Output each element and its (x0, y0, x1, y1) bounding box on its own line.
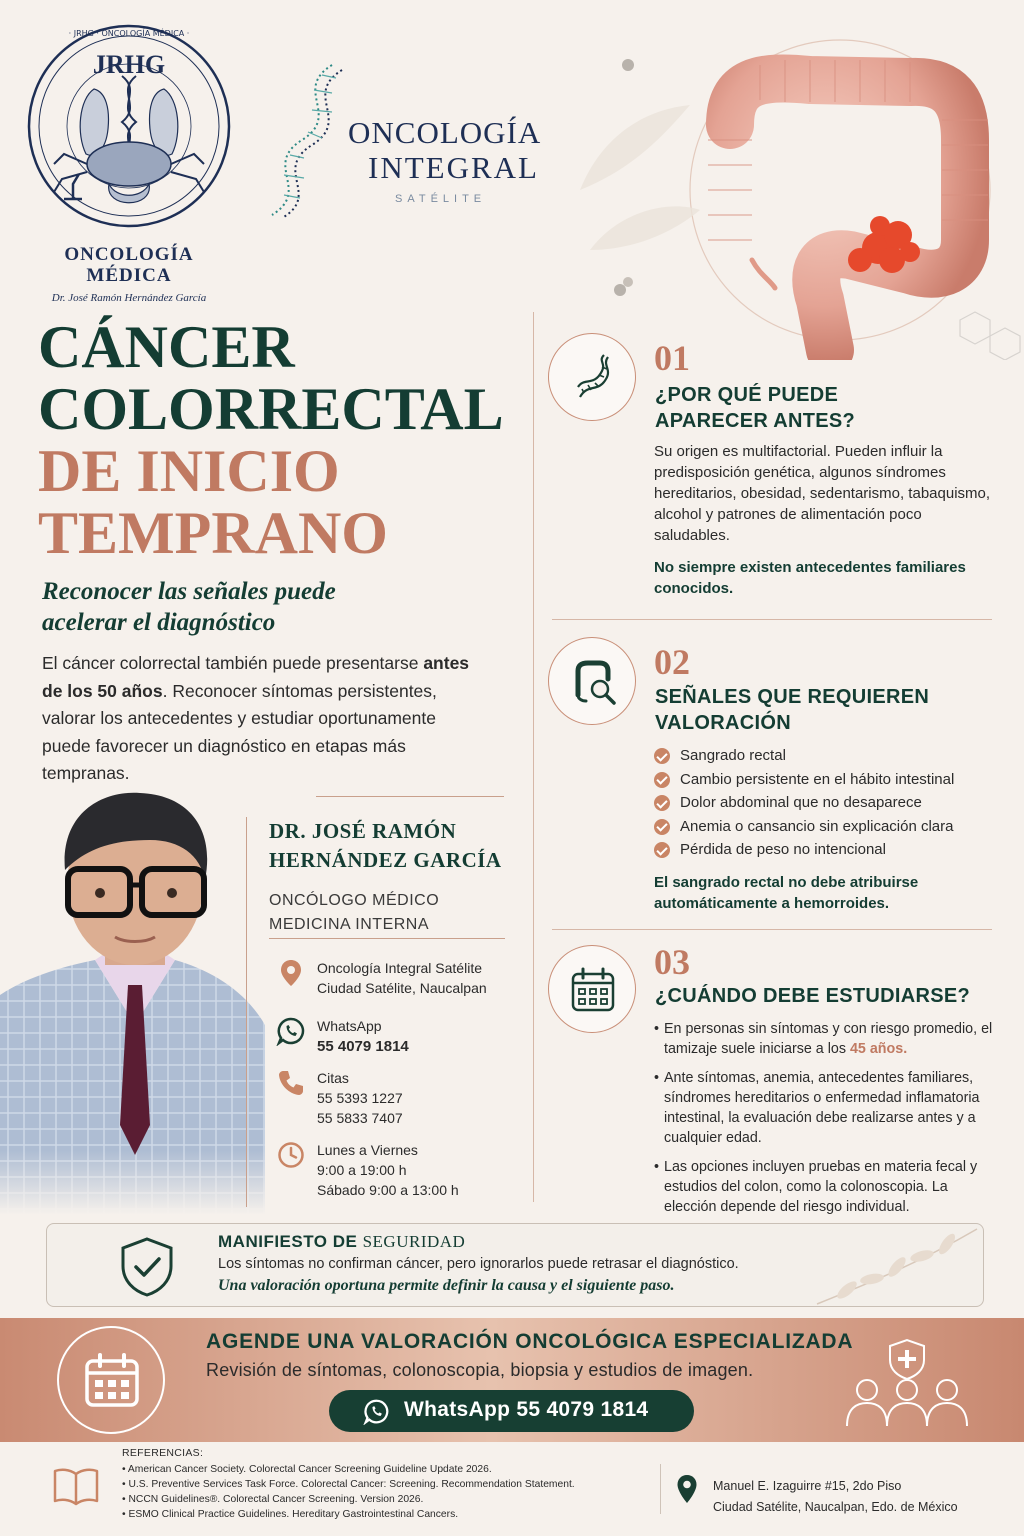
check-icon (654, 842, 670, 858)
calendar-icon (568, 965, 618, 1015)
bullet-1a: En personas sin síntomas y con riesgo promedio, el tamizaje suele iniciarse a los (664, 1021, 993, 1057)
dna-icon (568, 353, 618, 403)
section-01-heading-1: ¿POR QUÉ PUEDE (655, 384, 839, 406)
subtitle (42, 576, 442, 638)
main-title (38, 316, 538, 564)
brand-line-2: INTEGRAL (368, 150, 539, 185)
bullet-1b: 45 años. (849, 1041, 908, 1057)
hours-line-2: 9:00 a 19:00 h (317, 1162, 407, 1178)
section-02-heading (655, 684, 995, 736)
dna-logo-icon (262, 60, 352, 220)
section-02-badge (548, 637, 636, 725)
address-line-2: Ciudad Satélite, Naucalpan, Edo. de México (713, 1500, 958, 1514)
doctor-portrait (0, 785, 265, 1215)
brand-line-1: ONCOLOGÍA (348, 115, 542, 150)
hours-line-1: Lunes a Viernes (317, 1142, 418, 1158)
list-item: • Las opciones incluyen pruebas en materia fecal y estudios del colon, como la colonoscopia. La elección depende del riesgo individual. (654, 1157, 999, 1217)
section-03-number: 03 (654, 942, 690, 982)
manifesto-heading (218, 1232, 465, 1252)
intro-bold: antes de los 50 años (42, 653, 470, 701)
section-01-number: 01 (654, 338, 690, 378)
cta-subtitle: Revisión de síntomas, colonoscopia, biopsia y estudios de imagen. (206, 1360, 754, 1380)
safety-manifesto (46, 1223, 984, 1307)
medical-team-icon (842, 1338, 972, 1428)
whatsapp-label: WhatsApp (317, 1018, 382, 1034)
footer-address (713, 1476, 958, 1518)
intro-paragraph (42, 650, 482, 788)
location-pin-icon (276, 958, 306, 988)
manifesto-line-2: Una valoración oportuna permite definir la causa y el siguiente paso. (218, 1277, 675, 1294)
sign-5: Pérdida de peso no intencional (680, 841, 886, 858)
section-01-note: No siempre existen antecedentes familiares conocidos. (654, 559, 966, 597)
intro-part-2: . Reconocer síntomas persistentes, valorar los antecedentes y estudiar oportunamente puede favorecer un diagnóstico en etapas más tempranas. (42, 680, 437, 783)
title-line-3: DE INICIO (38, 438, 340, 504)
whatsapp-icon (276, 1016, 306, 1046)
doctor-vertical-rule (246, 817, 247, 1207)
doctor-roles (269, 889, 509, 937)
section-02-heading-1: SEÑALES QUE REQUIEREN (655, 686, 930, 708)
section-01-body: Su origen es multifactorial. Pueden influir la predisposición genética, algunos síndromes hereditarios, obesidad, sedentarismo, tabaquismo, alcohol y patrones de alimentación poco saludables. (654, 443, 991, 544)
phone-icon (276, 1068, 306, 1098)
section-01 (548, 333, 998, 603)
cta-heading: AGENDE UNA VALORACIÓN ONCOLÓGICA ESPECIALIZADA (206, 1330, 854, 1353)
location-line-1: Oncología Integral Satélite (317, 960, 482, 976)
manifesto-heading-a: MANIFIESTO DE (218, 1232, 363, 1251)
sign-3: Dolor abdominal que no desaparece (680, 794, 922, 811)
seal-monogram: JRHG (92, 50, 166, 79)
hours-line-3: Sábado 9:00 a 13:00 h (317, 1182, 459, 1198)
section-01-badge (548, 333, 636, 421)
footer-divider (660, 1464, 661, 1514)
colon-illustration (580, 20, 1024, 360)
doctor-name-2: HERNÁNDEZ GARCÍA (269, 848, 502, 872)
title-line-4: TEMPRANO (38, 500, 388, 566)
phone-label: Citas (317, 1070, 349, 1086)
location-line-2: Ciudad Satélite, Naucalpan (317, 980, 487, 996)
references-list (122, 1462, 642, 1522)
whatsapp-button[interactable] (329, 1390, 694, 1432)
column-divider (533, 312, 534, 1202)
warning-signs-list (654, 745, 994, 863)
calendar-icon (82, 1351, 142, 1411)
doctor-name-1: DR. JOSÉ RAMÓN (269, 819, 457, 843)
sign-4: Anemia o cansancio sin explicación clara (680, 817, 954, 835)
reference-4: • ESMO Clinical Practice Guidelines. Hereditary Gastrointestinal Cancers. (122, 1509, 459, 1520)
check-icon (654, 795, 670, 811)
references-title: REFERENCIAS: (122, 1447, 204, 1459)
svg-text:· JRHG · ONCOLOGÍA MÉDICA ·: · JRHG · ONCOLOGÍA MÉDICA · (68, 29, 190, 38)
section-01-heading-2: APARECER ANTES? (655, 410, 856, 432)
list-item (654, 769, 994, 793)
list-item (654, 792, 994, 816)
whatsapp-icon (363, 1398, 390, 1425)
title-line-1: CÁNCER (38, 314, 295, 380)
intro-part-1: El cáncer colorrectal también puede presentarse (42, 653, 424, 673)
address-line-1: Manuel E. Izaguirre #15, 2do Piso (713, 1479, 902, 1493)
location-pin-icon (676, 1474, 698, 1504)
section-02 (548, 637, 998, 917)
subtitle-line-2: acelerar el diagnóstico (42, 609, 276, 636)
reference-3: • NCCN Guidelines®. Colorectal Cancer Screening. Version 2026. (122, 1494, 424, 1505)
book-icon (52, 1466, 100, 1506)
oncologia-integral-logo (262, 60, 592, 220)
contact-phone[interactable] (276, 1068, 516, 1130)
contact-whatsapp[interactable] (276, 1016, 516, 1058)
footer (0, 1442, 1024, 1536)
doctor-role-1: ONCÓLOGO MÉDICO (269, 892, 440, 909)
check-icon (654, 772, 670, 788)
whatsapp-button-label: WhatsApp 55 4079 1814 (404, 1398, 649, 1421)
section-rule-1 (552, 619, 992, 620)
list-item: • Ante síntomas, anemia, antecedentes familiares, síndromes hereditarios o enfermedad inflamatoria intestinal, la evaluación debe realizarse antes y a cualquier edad. (654, 1068, 999, 1148)
brand-line-3: SATÉLITE (395, 193, 487, 205)
shield-check-icon (117, 1236, 177, 1298)
list-item (654, 745, 994, 769)
list-item (654, 1019, 999, 1059)
reference-1: • American Cancer Society. Colorectal Cancer Screening Guideline Update 2026. (122, 1464, 492, 1475)
sign-2: Cambio persistente en el hábito intestinal (680, 770, 955, 788)
section-03-heading: ¿CUÁNDO DEBE ESTUDIARSE? (655, 985, 970, 1007)
section-02-heading-2: VALORACIÓN (655, 712, 791, 734)
cta-calendar-badge (57, 1326, 165, 1434)
doctor-bottom-rule (269, 938, 505, 939)
reference-2: • U.S. Preventive Services Task Force. Colorectal Cancer: Screening. Recommendation Statement. (122, 1479, 575, 1490)
clock-icon (276, 1140, 306, 1170)
seal-line-1: ONCOLOGÍA (64, 244, 194, 265)
doctor-card (269, 817, 509, 937)
section-rule-2 (552, 929, 992, 930)
leaf-branch-icon (807, 1224, 984, 1307)
colon-magnifier-icon (568, 657, 618, 707)
seal-line-2: MÉDICA (86, 265, 172, 286)
list-item (654, 816, 994, 840)
cta-banner (0, 1318, 1024, 1442)
jrhg-seal-logo (24, 14, 234, 304)
subtitle-line-1: Reconocer las señales puede (42, 578, 336, 605)
check-icon (654, 748, 670, 764)
whatsapp-number[interactable]: 55 4079 1814 (317, 1038, 409, 1055)
section-01-heading (655, 382, 995, 434)
manifesto-heading-b: SEGURIDAD (362, 1232, 466, 1251)
doctor-top-rule (316, 796, 504, 797)
phone-number-2[interactable]: 55 5833 7407 (317, 1110, 403, 1126)
screening-list (654, 1019, 999, 1226)
seal-emblem-icon (24, 14, 234, 244)
contact-hours (276, 1140, 516, 1202)
check-icon (654, 819, 670, 835)
seal-signature: Dr. José Ramón Hernández García (51, 292, 207, 304)
manifesto-line-1: Los síntomas no confirman cáncer, pero ignorarlos puede retrasar el diagnóstico. (218, 1256, 739, 1272)
list-item (654, 839, 994, 863)
phone-number-1[interactable]: 55 5393 1227 (317, 1090, 403, 1106)
section-03-badge (548, 945, 636, 1033)
section-02-note: El sangrado rectal no debe atribuirse automáticamente a hemorroides. (654, 874, 919, 912)
sign-1: Sangrado rectal (680, 747, 786, 764)
contact-location (276, 958, 516, 1000)
section-03 (548, 942, 998, 1215)
doctor-role-2: MEDICINA INTERNA (269, 916, 430, 933)
section-02-number: 02 (654, 642, 690, 682)
title-line-2: COLORRECTAL (38, 376, 504, 442)
